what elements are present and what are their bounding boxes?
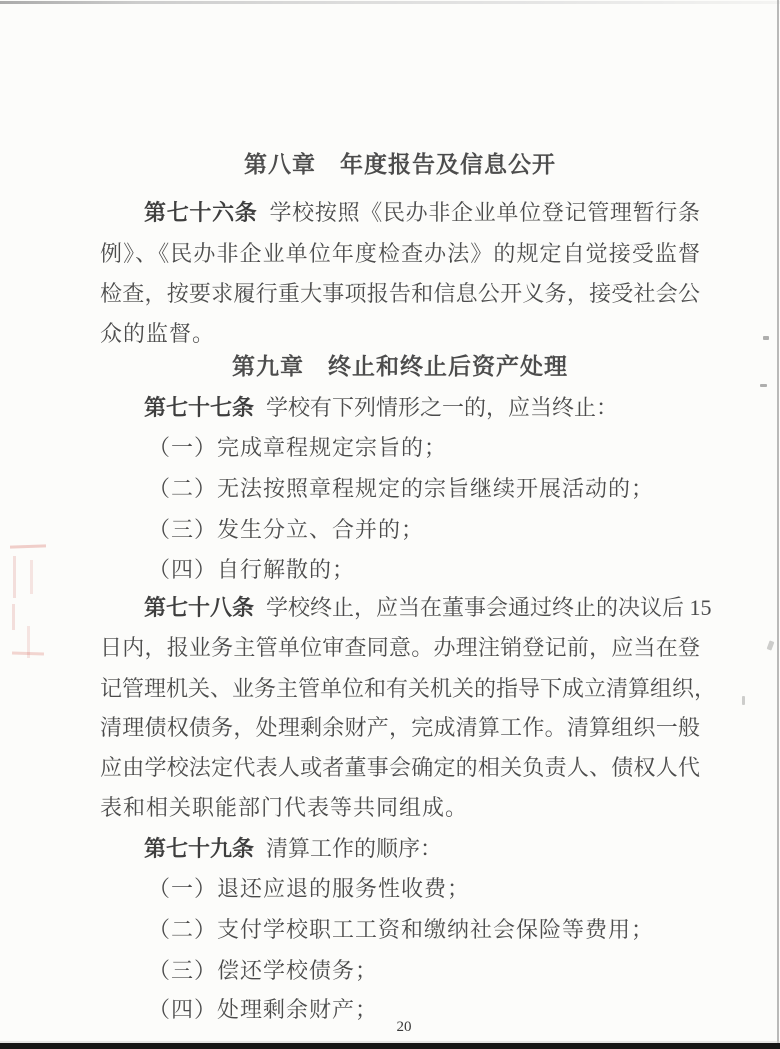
red-bleed-mark <box>30 560 33 594</box>
scan-speck <box>763 336 769 340</box>
article-77-item-4: （四）自行解散的； <box>148 557 356 582</box>
article-79-item-1: （一）退还应退的服务性收费； <box>148 876 471 901</box>
scan-speck <box>742 696 745 705</box>
article-79-line-1 <box>100 834 700 864</box>
red-bleed-mark <box>12 604 15 630</box>
article-78-line-2: 日内，报业务主管单位审查同意。办理注销登记前，应当在登 <box>100 635 700 660</box>
article-77-item-3: （三）发生分立、合并的； <box>148 517 425 542</box>
document-body <box>100 0 717 1049</box>
article-79-text: 清算工作的顺序： <box>266 836 443 861</box>
scan-speck <box>767 640 775 650</box>
article-77-item-2: （二）无法按照章程规定的宗旨继续开展活动的； <box>148 476 655 501</box>
scan-edge-right <box>777 0 779 1049</box>
red-bleed-mark <box>12 651 44 655</box>
article-78-line-1 <box>100 593 712 623</box>
article-78-line-4: 清理债权债务，处理剩余财产，完成清算工作。清算组织一般 <box>100 715 700 740</box>
article-76-line-3: 检查，按要求履行重大事项报告和信息公开义务，接受社会公 <box>100 281 700 306</box>
article-77-text: 学校有下列情形之一的，应当终止： <box>266 395 619 420</box>
chapter-8-heading: 第八章 年度报告及信息公开 <box>244 151 556 177</box>
article-78-number: 第七十八条 <box>144 595 255 620</box>
article-79-item-4: （四）处理剩余财产； <box>148 997 379 1022</box>
article-79-item-2: （二）支付学校职工工资和缴纳社会保险等费用； <box>148 917 655 942</box>
scan-speck <box>760 384 767 387</box>
article-76-number: 第七十六条 <box>144 200 258 225</box>
article-76-line-1 <box>100 198 700 228</box>
page-number: 20 <box>396 1019 412 1035</box>
article-77-line-1 <box>100 393 700 423</box>
article-79-number: 第七十九条 <box>144 836 255 861</box>
red-bleed-mark <box>13 556 16 598</box>
article-77-number: 第七十七条 <box>144 395 255 420</box>
article-78-text: 学校终止，应当在董事会通过终止的决议后 15 <box>266 595 712 620</box>
article-76-line-2: 例》、《民办非企业单位年度检查办法》的规定自觉接受监督 <box>100 241 700 266</box>
chapter-9-heading: 第九章 终止和终止后资产处理 <box>232 353 568 379</box>
article-78-line-5: 应由学校法定代表人或者董事会确定的相关负责人、债权人代 <box>100 755 700 780</box>
article-77-item-1: （一）完成章程规定宗旨的； <box>148 435 448 460</box>
red-bleed-mark <box>10 544 46 548</box>
article-76-text: 学校按照《民办非企业单位登记管理暂行条 <box>269 200 700 225</box>
article-78-line-6: 表和相关职能部门代表等共同组成。 <box>100 795 469 820</box>
article-78-line-3: 记管理机关、业务主管单位和有关机关的指导下成立清算组织， <box>100 676 717 701</box>
article-79-item-3: （三）偿还学校债务； <box>148 958 379 983</box>
red-bleed-mark <box>27 626 30 658</box>
article-76-line-4: 众的监督。 <box>100 321 216 346</box>
